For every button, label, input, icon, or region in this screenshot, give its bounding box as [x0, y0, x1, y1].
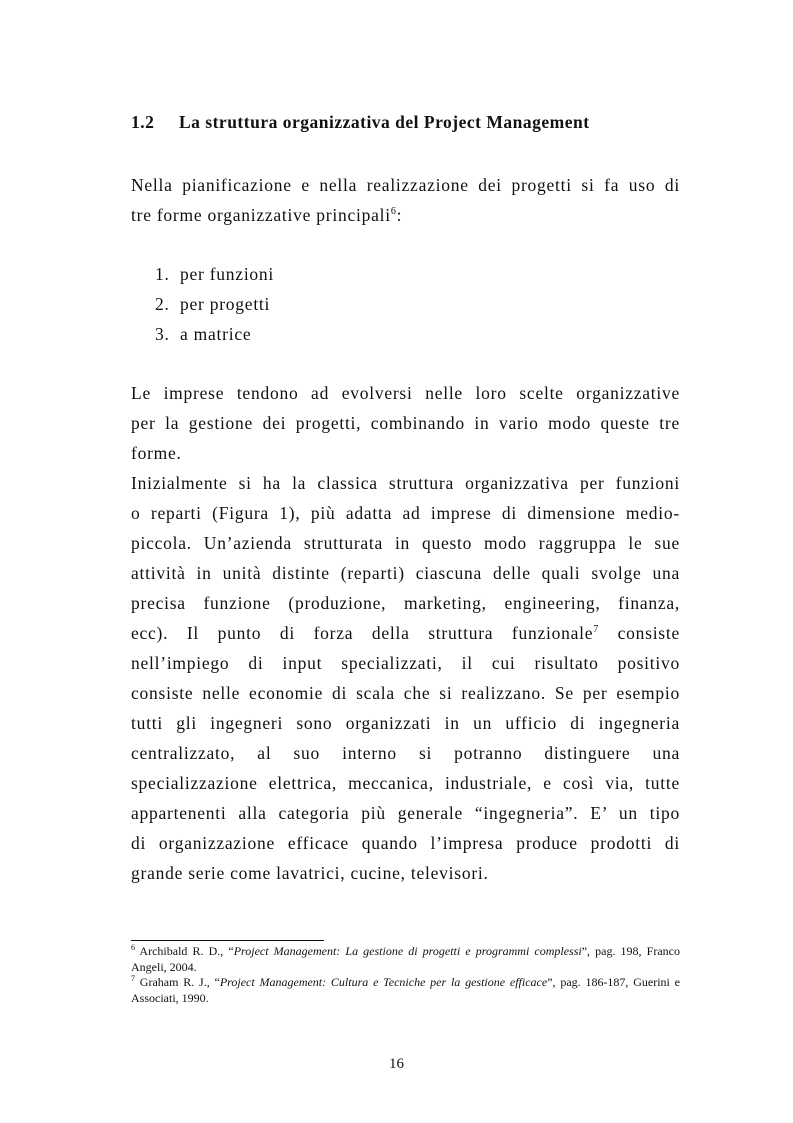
paragraph-line: Inizialmente si ha la classica struttura organizzativa per funzioni: [131, 473, 680, 493]
paragraph-line: forme.: [131, 443, 182, 463]
intro-line-2-colon: :: [396, 205, 403, 225]
paragraph-line: piccola. Un’azienda strutturata in questo modo raggruppa le sue: [131, 533, 680, 553]
list-item-index: 3.: [155, 324, 170, 344]
paragraph-line: precisa funzione (produzione, marketing, engineering, finanza,: [131, 593, 680, 613]
paragraph-line: appartenenti alla categoria più generale “ingegneria”. E’ un tipo: [131, 803, 680, 823]
paragraph-line: specializzazione elettrica, meccanica, industriale, e così via, tutte: [131, 773, 680, 793]
paragraph-line: nell’impiego di input specializzati, il cui risultato positivo: [131, 653, 680, 673]
list-item-label: per progetti: [180, 294, 271, 314]
footnote-author: Archibald R. D., “: [135, 944, 234, 958]
list-item-label: a matrice: [180, 324, 252, 344]
paragraph-line: tutti gli ingegneri sono organizzati in un ufficio di ingegneria: [131, 713, 680, 733]
paragraph-line: consiste nelle economie di scala che si realizzano. Se per esempio: [131, 683, 680, 703]
footnotes: [131, 944, 680, 1006]
ref-line-text: ecc). Il punto di forza della struttura funzionale: [131, 623, 594, 643]
intro-line-2: [131, 200, 680, 230]
footnote-ref-6[interactable]: 6: [390, 206, 397, 218]
paragraph-line: di organizzazione efficace quando l’impresa produce prodotti di: [131, 833, 680, 853]
footnote-author: Graham R. J., “: [135, 975, 220, 989]
list-item: [155, 319, 274, 349]
intro-line-1: Nella pianificazione e nella realizzazione dei progetti si fa uso di: [131, 175, 680, 195]
footnote-title: Project Management: Cultura e Tecniche per la gestione efficace: [219, 975, 548, 989]
intro-paragraph: [131, 170, 680, 230]
section-number: 1.2: [131, 112, 155, 132]
footnote-6: [131, 944, 680, 975]
list-item-index: 2.: [155, 294, 170, 314]
intro-line-2-text: tre forme organizzative principali: [131, 205, 391, 225]
paragraph-line: attività in unità distinte (reparti) ciascuna delle quali svolge una: [131, 563, 680, 583]
ref-line-tail: consiste: [599, 623, 680, 643]
footnote-title: Project Management: La gestione di progetti e programmi complessi: [233, 944, 582, 958]
organizational-forms-list: [155, 259, 274, 349]
footnote-details: ”, pag. 186-187, Guerini e Associati, 1990.: [131, 975, 681, 1005]
paragraph-line-with-ref: [131, 618, 680, 648]
footnote-7: [131, 975, 680, 1006]
section-title: La struttura organizzativa del Project Management: [179, 112, 590, 132]
page-number: 16: [389, 1056, 404, 1072]
paragraph-line: per la gestione dei progetti, combinando in vario modo queste tre: [131, 413, 680, 433]
list-item-index: 1.: [155, 264, 170, 284]
paragraph-evolution: [131, 378, 680, 468]
footnote-divider: [131, 940, 324, 941]
list-item: [155, 259, 274, 289]
paragraph-functional-structure: [131, 468, 680, 888]
footnote-ref-7[interactable]: 7: [593, 624, 600, 636]
section-heading: [131, 112, 590, 133]
paragraph-line: grande serie come lavatrici, cucine, televisori.: [131, 863, 489, 883]
paragraph-line: Le imprese tendono ad evolversi nelle loro scelte organizzative: [131, 383, 680, 403]
footnote-details: ”, pag. 198, Franco Angeli, 2004.: [131, 944, 680, 974]
paragraph-line: o reparti (Figura 1), più adatta ad imprese di dimensione medio-: [131, 503, 680, 523]
list-item-label: per funzioni: [180, 264, 275, 284]
paragraph-line: centralizzato, al suo interno si potranno distinguere una: [131, 743, 680, 763]
footnote-marker: 7: [131, 974, 135, 983]
list-item: [155, 289, 274, 319]
footnote-marker: 6: [131, 943, 135, 952]
